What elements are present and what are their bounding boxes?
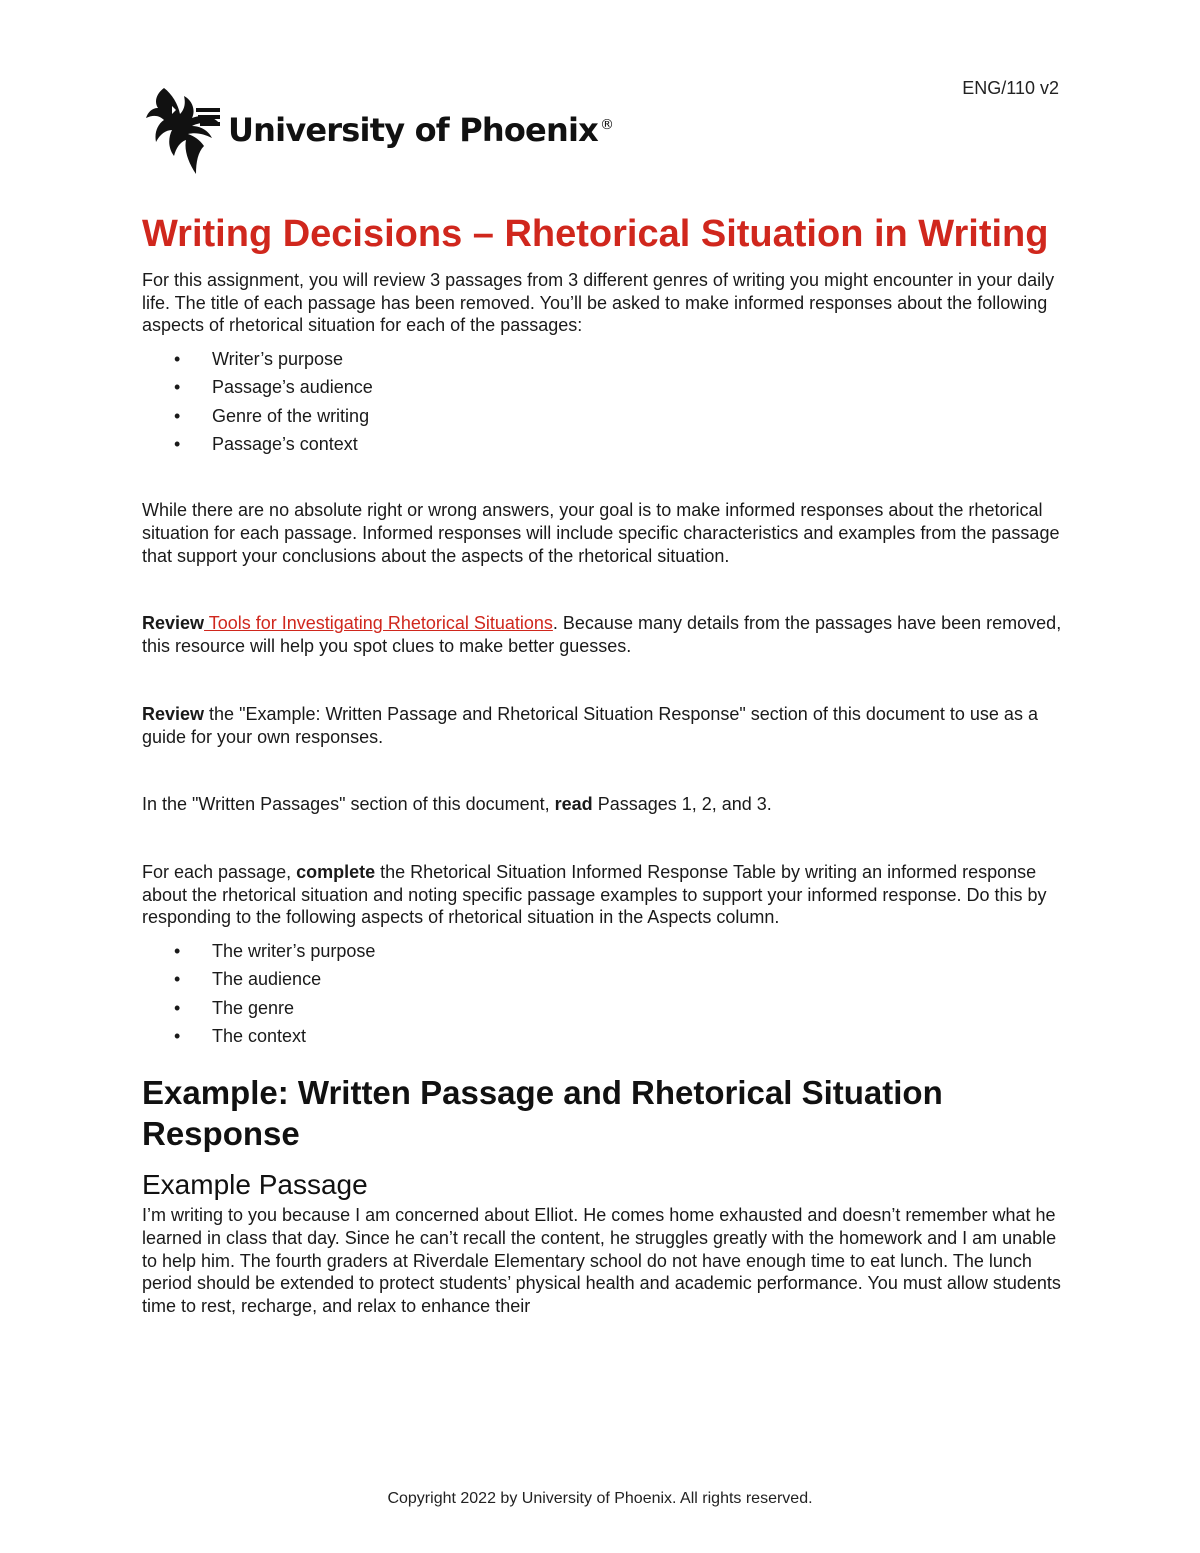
document-body	[142, 212, 1062, 1318]
intro-paragraph: For this assignment, you will review 3 passages from 3 different genres of writing you might encounter in your daily life. The title of each passage has been removed. You’ll be asked to make informed responses about the following aspects of rhetorical situation for each of the passages:	[142, 270, 1055, 336]
logo-wordmark: University of Phoenix ®	[228, 111, 614, 149]
document-title: Writing Decisions – Rhetorical Situation in Writing	[142, 213, 1049, 255]
tools-link[interactable]: Tools for Investigating Rhetorical Situations	[204, 613, 553, 634]
list-item: • The genre	[142, 994, 1062, 1022]
list-item: • The audience	[142, 965, 1062, 993]
bullet-icon: •	[174, 1025, 181, 1046]
bullet-icon: •	[174, 377, 181, 398]
review-example-paragraph: Review the "Example: Written Passage and Rhetorical Situation Response" section of this document to use as a guide for your own responses.	[142, 703, 1038, 747]
complete-instruction-paragraph: For each passage, complete the Rhetorical Situation Informed Response Table by writing an informed response about the rhetorical situation and noting specific passage examples to support your informed response. Do this by responding to the following aspects of rhetorical situation in the Aspects column.	[142, 861, 1047, 928]
bullet-icon: •	[174, 434, 181, 454]
list-item: • Genre of the writing	[142, 402, 1062, 430]
university-logo	[142, 84, 613, 176]
list-item: • Passage’s audience	[142, 373, 1062, 401]
bullet-icon: •	[174, 997, 181, 1018]
list-item: • The context	[142, 1022, 1062, 1050]
aspects-list	[142, 345, 1062, 458]
bullet-icon: •	[174, 941, 181, 962]
bullet-icon: •	[174, 349, 181, 370]
bullet-icon: •	[174, 969, 181, 990]
phoenix-bird-icon	[142, 84, 222, 176]
goal-paragraph: While there are no absolute right or wrong answers, your goal is to make informed responses about the rhetorical situation for each passage. Informed responses will include specific characteristics and examples from the passage that support your conclusions about the aspects of the rhetorical situation.	[142, 500, 1060, 566]
example-passage-text: I’m writing to you because I am concerned about Elliot. He comes home exhausted and doesn’t remember what he learned in class that day. Since he can’t recall the content, he struggles greatly with the homework and I am unable to help him. The fourth graders at Riverdale Elementary school do not have enough time to eat lunch. The lunch period should be extended to protect students’ physical health and academic performance. You must allow students time to rest, recharge, and relax to enhance their	[142, 1205, 1061, 1317]
example-passage-heading: Example Passage	[142, 1169, 368, 1201]
list-item: • Passage’s context	[142, 430, 1062, 458]
course-code: ENG/110 v2	[962, 78, 1059, 98]
list-item: • Writer’s purpose	[142, 345, 1062, 373]
aspects-column-list	[142, 937, 1062, 1050]
copyright-footer: Copyright 2022 by University of Phoenix. All rights reserved.	[387, 1490, 813, 1507]
read-passages-paragraph: In the "Written Passages" section of this document, read Passages 1, 2, and 3.	[142, 794, 772, 815]
example-section-heading: Example: Written Passage and Rhetorical Situation Response	[142, 1074, 943, 1153]
review-tools-paragraph: Review Tools for Investigating Rhetorical Situations. Because many details from the passages have been removed, this resource will help you spot clues to make better guesses.	[142, 613, 1062, 657]
list-item: • The writer’s purpose	[142, 937, 1062, 965]
bullet-icon: •	[174, 405, 181, 426]
